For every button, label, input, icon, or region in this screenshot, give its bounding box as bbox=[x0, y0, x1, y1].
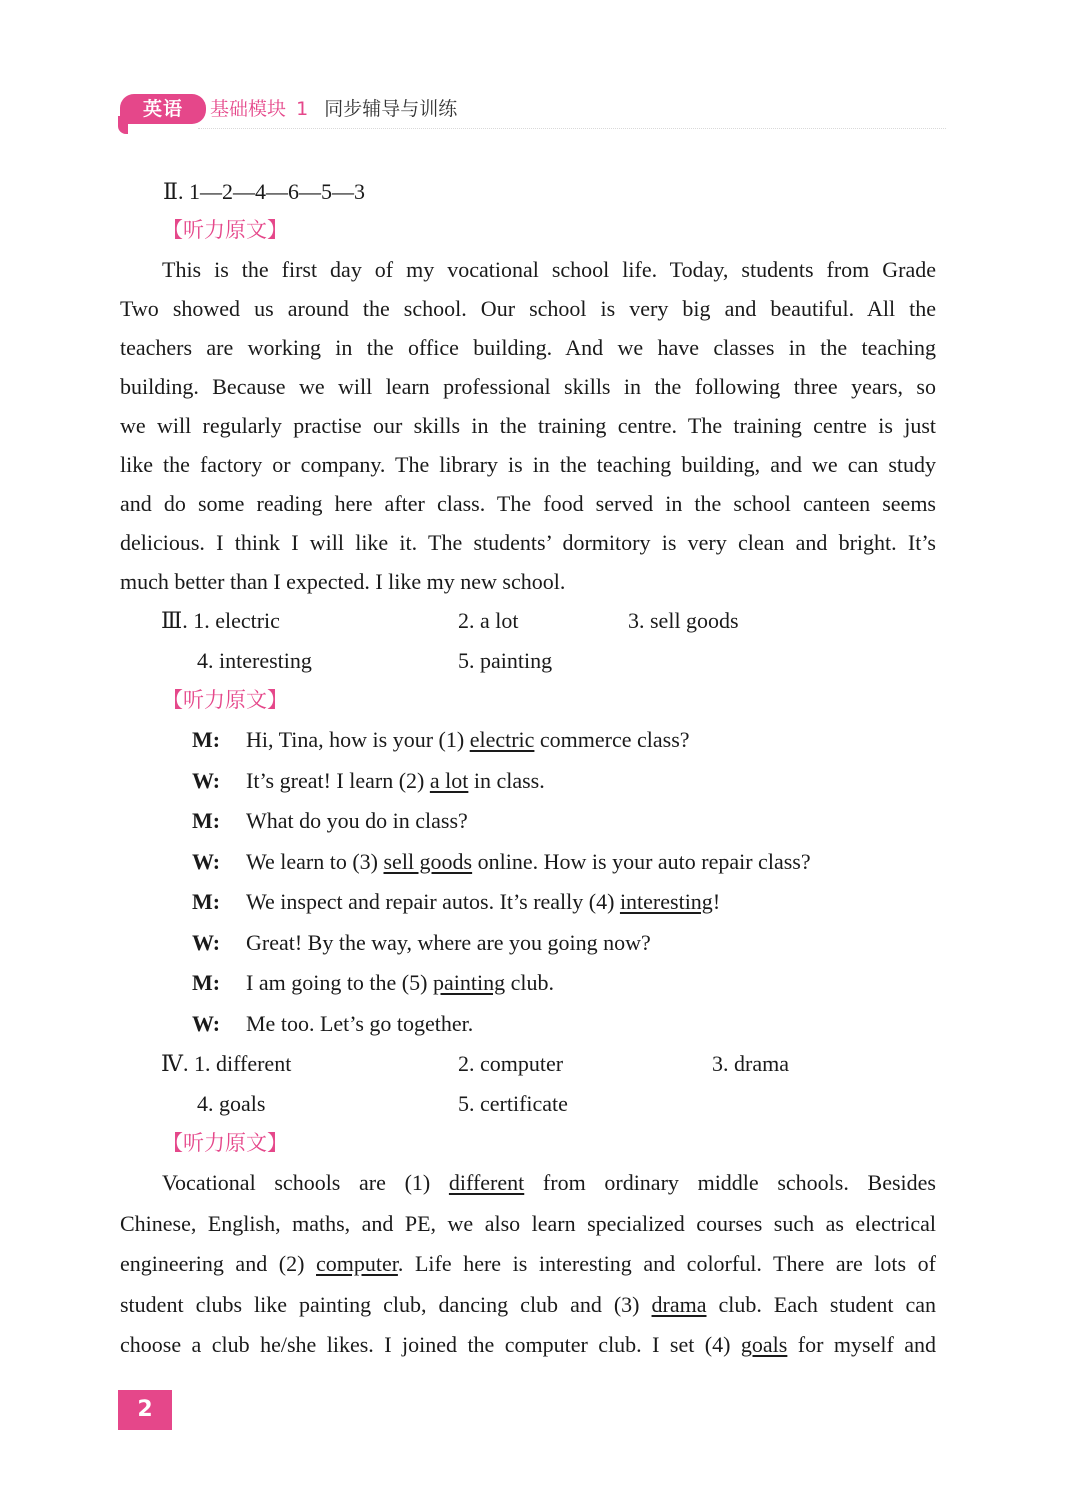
dialogue bbox=[120, 720, 936, 1044]
answer-blank: goals bbox=[740, 1332, 788, 1357]
speaker-label: M: bbox=[192, 727, 221, 752]
header-title bbox=[210, 94, 457, 124]
module-label: 基础模块 bbox=[210, 98, 287, 120]
section-tag: 【听力原文】 bbox=[162, 218, 288, 242]
speaker-label: W: bbox=[192, 767, 221, 793]
speaker-label: M: bbox=[192, 808, 221, 833]
answer-blank: interesting bbox=[619, 889, 713, 914]
book-title: 同步辅导与训练 bbox=[324, 98, 458, 120]
speaker-label: W: bbox=[192, 929, 221, 955]
page-content bbox=[120, 172, 936, 1366]
dialogue-line bbox=[120, 842, 936, 883]
answer-item: 3. sell goods bbox=[628, 608, 739, 633]
dialogue-line bbox=[120, 801, 936, 842]
dialogue-text: We inspect and repair autos. It’s really (4) interesting! bbox=[246, 889, 721, 914]
answer-item: 5. painting bbox=[458, 648, 553, 673]
section-tag: 【听力原文】 bbox=[162, 1131, 288, 1155]
answer-blank: sell goods bbox=[383, 848, 473, 874]
paragraph-line: and do some reading here after class. The food served in the school canteen seems bbox=[120, 491, 936, 516]
dialogue-text: I am going to the (5) painting club. bbox=[246, 970, 554, 995]
answer-item: 5. certificate bbox=[458, 1091, 568, 1116]
answer-item: 3. drama bbox=[712, 1051, 789, 1076]
answer-blank: different bbox=[448, 1170, 525, 1195]
answer-blank: electric bbox=[469, 727, 535, 752]
speaker-label: W: bbox=[192, 1010, 221, 1036]
dialogue-text: It’s great! I learn (2) a lot in class. bbox=[246, 767, 545, 793]
dialogue-text: Great! By the way, where are you going now? bbox=[246, 929, 651, 955]
dialogue-text: Hi, Tina, how is your (1) electric commerce class? bbox=[246, 727, 690, 752]
section2-passage bbox=[120, 250, 936, 601]
dialogue-text: We learn to (3) sell goods online. How is your auto repair class? bbox=[246, 848, 811, 874]
dialogue-text: What do you do in class? bbox=[246, 808, 468, 833]
section4-answers-row1 bbox=[120, 1044, 936, 1084]
section-tag: 【听力原文】 bbox=[162, 688, 288, 712]
module-number: 1 bbox=[296, 98, 309, 120]
speaker-label: M: bbox=[192, 970, 221, 995]
answer-item: Ⅲ. 1. electric bbox=[161, 608, 280, 633]
paragraph-line: engineering and (2) computer. Life here is interesting and colorful. There are lots of bbox=[120, 1251, 936, 1276]
page-number: 2 bbox=[118, 1390, 172, 1430]
answer-item: Ⅳ. 1. different bbox=[161, 1051, 292, 1076]
dialogue-line bbox=[120, 923, 936, 964]
paragraph-line: Chinese, English, maths, and PE, we also learn specialized courses such as electrical bbox=[120, 1210, 936, 1236]
paragraph-line: Vocational schools are (1) different from ordinary middle schools. Besides bbox=[162, 1170, 936, 1195]
paragraph-line: student clubs like painting club, dancing club and (3) drama club. Each student can bbox=[120, 1291, 936, 1317]
paragraph-line: like the factory or company. The library is in the teaching building, and we can study bbox=[120, 452, 936, 477]
header-divider bbox=[198, 128, 946, 129]
page-header bbox=[118, 86, 948, 136]
answer-item: 4. goals bbox=[197, 1091, 266, 1116]
dialogue-line bbox=[120, 720, 936, 761]
answer-blank: painting bbox=[432, 970, 506, 995]
dialogue-line bbox=[120, 1004, 936, 1045]
subject-badge: 英语 bbox=[120, 94, 206, 124]
section3-answers-row1 bbox=[120, 601, 936, 641]
dialogue-line bbox=[120, 761, 936, 802]
section3-answers-row2 bbox=[120, 641, 936, 681]
dialogue-text: Me too. Let’s go together. bbox=[246, 1010, 474, 1036]
section2-answer: Ⅱ. 1—2—4—6—5—3 bbox=[163, 179, 365, 204]
dialogue-line bbox=[120, 963, 936, 1004]
paragraph-line: Two showed us around the school. Our school is very big and beautiful. All the bbox=[120, 296, 936, 321]
paragraph-line: choose a club he/she likes. I joined the computer club. I set (4) goals for myself and bbox=[120, 1332, 936, 1357]
speaker-label: M: bbox=[192, 889, 221, 914]
answer-blank: a lot bbox=[429, 767, 469, 793]
section4-passage bbox=[120, 1163, 936, 1366]
dialogue-line bbox=[120, 882, 936, 923]
answer-item: 2. computer bbox=[458, 1051, 564, 1076]
paragraph-line: This is the first day of my vocational school life. Today, students from Grade bbox=[162, 257, 936, 282]
answer-item: 2. a lot bbox=[458, 608, 519, 633]
answer-item: 4. interesting bbox=[197, 648, 312, 673]
paragraph-line: teachers are working in the office building. And we have classes in the teaching bbox=[120, 335, 936, 360]
paragraph-line: building. Because we will learn professional skills in the following three years, so bbox=[120, 374, 936, 399]
paragraph-line: delicious. I think I will like it. The students’ dormitory is very clean and bright. It’s bbox=[120, 530, 936, 555]
speaker-label: W: bbox=[192, 848, 221, 874]
answer-blank: drama bbox=[651, 1291, 707, 1317]
answer-blank: computer bbox=[316, 1251, 398, 1276]
section4-answers-row2 bbox=[120, 1084, 936, 1124]
paragraph-line: we will regularly practise our skills in the training centre. The training centre is just bbox=[120, 413, 936, 438]
paragraph-line: much better than I expected. I like my new school. bbox=[120, 569, 566, 594]
